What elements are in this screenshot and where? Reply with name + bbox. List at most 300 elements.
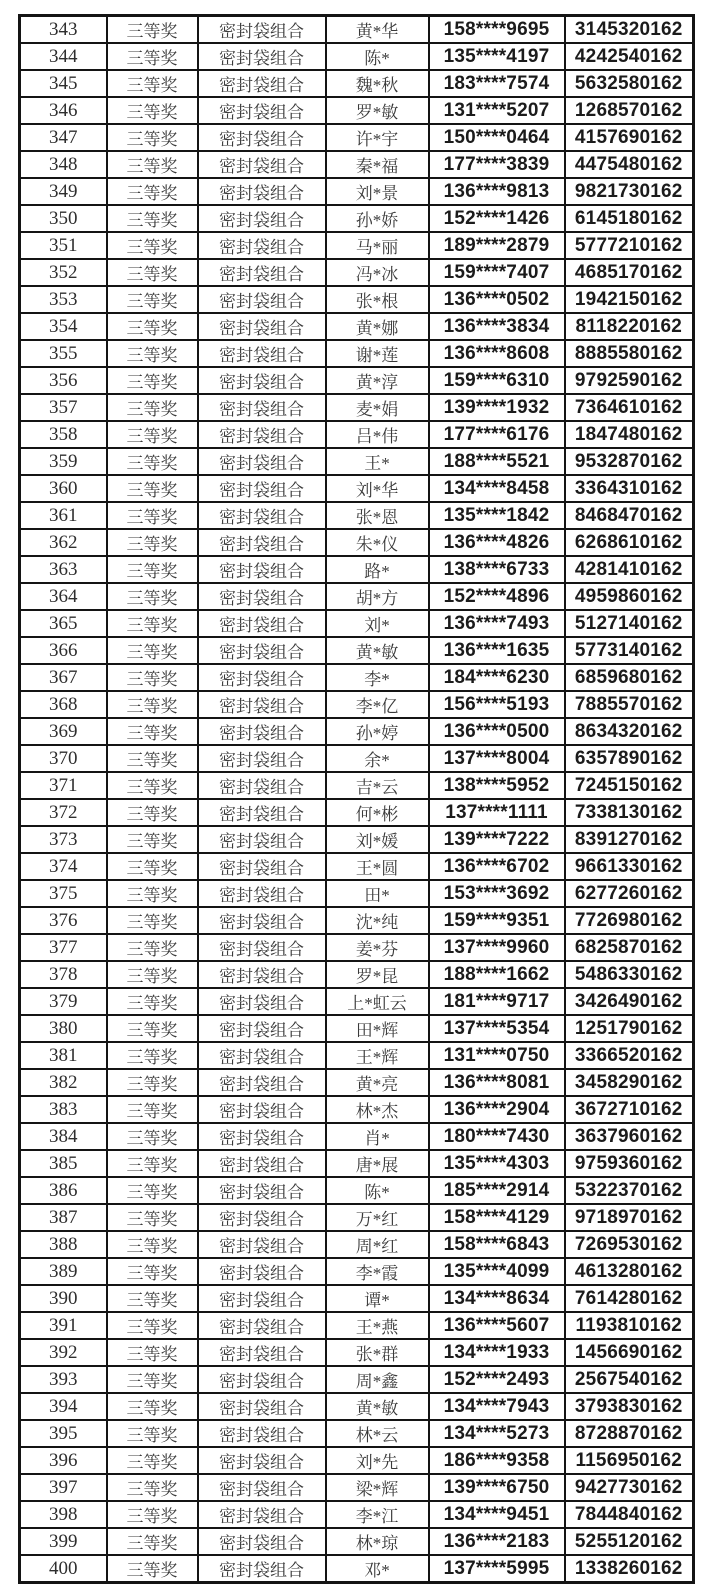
winner-name-cell: 麦*娟 (326, 394, 429, 421)
prize-level-cell: 三等奖 (107, 1015, 198, 1042)
order-id-cell: 3364310162 (565, 475, 694, 502)
serial-cell: 354 (20, 313, 107, 340)
prize-item-cell: 密封袋组合 (198, 151, 326, 178)
serial-cell: 394 (20, 1393, 107, 1420)
winner-name-cell: 魏*秋 (326, 70, 429, 97)
table-row (20, 637, 694, 664)
table-row (20, 1447, 694, 1474)
winner-name-cell: 马*丽 (326, 232, 429, 259)
table-row (20, 610, 694, 637)
winner-name-cell: 吕*伟 (326, 421, 429, 448)
serial-cell: 382 (20, 1069, 107, 1096)
winner-name-cell: 王* (326, 448, 429, 475)
prize-level-cell: 三等奖 (107, 961, 198, 988)
prize-item-cell: 密封袋组合 (198, 1312, 326, 1339)
prize-level-cell: 三等奖 (107, 394, 198, 421)
serial-cell: 343 (20, 16, 107, 44)
serial-cell: 392 (20, 1339, 107, 1366)
phone-cell: 158****4129 (429, 1204, 565, 1231)
serial-cell: 380 (20, 1015, 107, 1042)
prize-level-cell: 三等奖 (107, 1501, 198, 1528)
prize-item-cell: 密封袋组合 (198, 1258, 326, 1285)
prize-item-cell: 密封袋组合 (198, 583, 326, 610)
phone-cell: 134****9451 (429, 1501, 565, 1528)
prize-item-cell: 密封袋组合 (198, 907, 326, 934)
prize-item-cell: 密封袋组合 (198, 664, 326, 691)
serial-cell: 362 (20, 529, 107, 556)
prize-item-cell: 密封袋组合 (198, 70, 326, 97)
winner-name-cell: 刘*华 (326, 475, 429, 502)
serial-cell: 383 (20, 1096, 107, 1123)
prize-level-cell: 三等奖 (107, 205, 198, 232)
winner-name-cell: 余* (326, 745, 429, 772)
table-row (20, 664, 694, 691)
phone-cell: 189****2879 (429, 232, 565, 259)
serial-cell: 350 (20, 205, 107, 232)
prize-level-cell: 三等奖 (107, 664, 198, 691)
prize-item-cell: 密封袋组合 (198, 826, 326, 853)
winner-name-cell: 吉*云 (326, 772, 429, 799)
table-row (20, 1258, 694, 1285)
table-row (20, 475, 694, 502)
winner-name-cell: 王*圆 (326, 853, 429, 880)
phone-cell: 183****7574 (429, 70, 565, 97)
serial-cell: 385 (20, 1150, 107, 1177)
order-id-cell: 3793830162 (565, 1393, 694, 1420)
table-row (20, 1231, 694, 1258)
table-row (20, 43, 694, 70)
table-row (20, 556, 694, 583)
prize-item-cell: 密封袋组合 (198, 259, 326, 286)
table-row (20, 1312, 694, 1339)
prize-item-cell: 密封袋组合 (198, 1123, 326, 1150)
table-row (20, 799, 694, 826)
winner-name-cell: 李*江 (326, 1501, 429, 1528)
serial-cell: 345 (20, 70, 107, 97)
prize-item-cell: 密封袋组合 (198, 1528, 326, 1555)
serial-cell: 355 (20, 340, 107, 367)
table-row (20, 205, 694, 232)
phone-cell: 136****4826 (429, 529, 565, 556)
winner-name-cell: 万*红 (326, 1204, 429, 1231)
order-id-cell: 7269530162 (565, 1231, 694, 1258)
prize-level-cell: 三等奖 (107, 448, 198, 475)
serial-cell: 351 (20, 232, 107, 259)
phone-cell: 136****1635 (429, 637, 565, 664)
order-id-cell: 9427730162 (565, 1474, 694, 1501)
serial-cell: 373 (20, 826, 107, 853)
order-id-cell: 5255120162 (565, 1528, 694, 1555)
phone-cell: 131****5207 (429, 97, 565, 124)
order-id-cell: 5486330162 (565, 961, 694, 988)
table-row (20, 988, 694, 1015)
table-row (20, 259, 694, 286)
prize-item-cell: 密封袋组合 (198, 718, 326, 745)
order-id-cell: 3145320162 (565, 16, 694, 44)
prize-level-cell: 三等奖 (107, 124, 198, 151)
phone-cell: 135****1842 (429, 502, 565, 529)
phone-cell: 152****4896 (429, 583, 565, 610)
serial-cell: 396 (20, 1447, 107, 1474)
phone-cell: 153****3692 (429, 880, 565, 907)
table-row (20, 16, 694, 44)
prize-item-cell: 密封袋组合 (198, 97, 326, 124)
phone-cell: 136****7493 (429, 610, 565, 637)
winners-table (18, 14, 695, 1584)
order-id-cell: 4157690162 (565, 124, 694, 151)
order-id-cell: 7844840162 (565, 1501, 694, 1528)
order-id-cell: 4281410162 (565, 556, 694, 583)
prize-item-cell: 密封袋组合 (198, 1096, 326, 1123)
prize-level-cell: 三等奖 (107, 583, 198, 610)
prize-level-cell: 三等奖 (107, 934, 198, 961)
order-id-cell: 5127140162 (565, 610, 694, 637)
prize-level-cell: 三等奖 (107, 1177, 198, 1204)
phone-cell: 136****5607 (429, 1312, 565, 1339)
order-id-cell: 6859680162 (565, 664, 694, 691)
table-row (20, 1285, 694, 1312)
prize-item-cell: 密封袋组合 (198, 313, 326, 340)
serial-cell: 366 (20, 637, 107, 664)
table-row (20, 340, 694, 367)
serial-cell: 398 (20, 1501, 107, 1528)
prize-level-cell: 三等奖 (107, 178, 198, 205)
prize-item-cell: 密封袋组合 (198, 1069, 326, 1096)
prize-level-cell: 三等奖 (107, 259, 198, 286)
prize-level-cell: 三等奖 (107, 367, 198, 394)
prize-item-cell: 密封袋组合 (198, 1501, 326, 1528)
phone-cell: 134****8634 (429, 1285, 565, 1312)
table-row (20, 853, 694, 880)
prize-level-cell: 三等奖 (107, 1096, 198, 1123)
prize-item-cell: 密封袋组合 (198, 1042, 326, 1069)
table-row (20, 313, 694, 340)
order-id-cell: 9661330162 (565, 853, 694, 880)
winner-name-cell: 陈* (326, 43, 429, 70)
serial-cell: 377 (20, 934, 107, 961)
winner-name-cell: 黄*亮 (326, 1069, 429, 1096)
winner-name-cell: 罗*昆 (326, 961, 429, 988)
winner-name-cell: 罗*敏 (326, 97, 429, 124)
prize-level-cell: 三等奖 (107, 70, 198, 97)
order-id-cell: 7614280162 (565, 1285, 694, 1312)
phone-cell: 177****3839 (429, 151, 565, 178)
prize-item-cell: 密封袋组合 (198, 772, 326, 799)
prize-item-cell: 密封袋组合 (198, 16, 326, 44)
table-row (20, 1123, 694, 1150)
phone-cell: 137****8004 (429, 745, 565, 772)
order-id-cell: 4959860162 (565, 583, 694, 610)
prize-level-cell: 三等奖 (107, 1123, 198, 1150)
prize-level-cell: 三等奖 (107, 556, 198, 583)
table-row (20, 1042, 694, 1069)
prize-level-cell: 三等奖 (107, 529, 198, 556)
phone-cell: 136****9813 (429, 178, 565, 205)
prize-item-cell: 密封袋组合 (198, 448, 326, 475)
prize-level-cell: 三等奖 (107, 637, 198, 664)
prize-item-cell: 密封袋组合 (198, 1420, 326, 1447)
order-id-cell: 3366520162 (565, 1042, 694, 1069)
table-row (20, 1150, 694, 1177)
prize-item-cell: 密封袋组合 (198, 1555, 326, 1583)
phone-cell: 134****7943 (429, 1393, 565, 1420)
winner-name-cell: 林*杰 (326, 1096, 429, 1123)
prize-item-cell: 密封袋组合 (198, 124, 326, 151)
order-id-cell: 8634320162 (565, 718, 694, 745)
phone-cell: 136****6702 (429, 853, 565, 880)
serial-cell: 381 (20, 1042, 107, 1069)
table-row (20, 583, 694, 610)
prize-level-cell: 三等奖 (107, 1420, 198, 1447)
prize-item-cell: 密封袋组合 (198, 1231, 326, 1258)
phone-cell: 138****5952 (429, 772, 565, 799)
phone-cell: 134****1933 (429, 1339, 565, 1366)
serial-cell: 365 (20, 610, 107, 637)
prize-level-cell: 三等奖 (107, 610, 198, 637)
serial-cell: 360 (20, 475, 107, 502)
table-row (20, 934, 694, 961)
prize-item-cell: 密封袋组合 (198, 1150, 326, 1177)
winner-name-cell: 黄*华 (326, 16, 429, 44)
serial-cell: 386 (20, 1177, 107, 1204)
order-id-cell: 9821730162 (565, 178, 694, 205)
phone-cell: 136****2183 (429, 1528, 565, 1555)
prize-item-cell: 密封袋组合 (198, 1177, 326, 1204)
order-id-cell: 1268570162 (565, 97, 694, 124)
prize-item-cell: 密封袋组合 (198, 232, 326, 259)
prize-level-cell: 三等奖 (107, 1312, 198, 1339)
winner-name-cell: 唐*展 (326, 1150, 429, 1177)
order-id-cell: 5322370162 (565, 1177, 694, 1204)
order-id-cell: 4613280162 (565, 1258, 694, 1285)
table-row (20, 124, 694, 151)
order-id-cell: 8391270162 (565, 826, 694, 853)
prize-level-cell: 三等奖 (107, 745, 198, 772)
order-id-cell: 6145180162 (565, 205, 694, 232)
prize-level-cell: 三等奖 (107, 1258, 198, 1285)
winner-name-cell: 黄*敏 (326, 637, 429, 664)
winner-name-cell: 沈*纯 (326, 907, 429, 934)
table-row (20, 1366, 694, 1393)
phone-cell: 186****9358 (429, 1447, 565, 1474)
winner-name-cell: 李*亿 (326, 691, 429, 718)
table-row (20, 286, 694, 313)
prize-item-cell: 密封袋组合 (198, 853, 326, 880)
phone-cell: 188****5521 (429, 448, 565, 475)
order-id-cell: 2567540162 (565, 1366, 694, 1393)
prize-item-cell: 密封袋组合 (198, 745, 326, 772)
winner-name-cell: 张*根 (326, 286, 429, 313)
prize-item-cell: 密封袋组合 (198, 205, 326, 232)
order-id-cell: 8468470162 (565, 502, 694, 529)
order-id-cell: 5773140162 (565, 637, 694, 664)
prize-level-cell: 三等奖 (107, 475, 198, 502)
prize-level-cell: 三等奖 (107, 799, 198, 826)
table-row (20, 880, 694, 907)
order-id-cell: 7245150162 (565, 772, 694, 799)
phone-cell: 134****5273 (429, 1420, 565, 1447)
order-id-cell: 6277260162 (565, 880, 694, 907)
order-id-cell: 1847480162 (565, 421, 694, 448)
phone-cell: 136****0502 (429, 286, 565, 313)
winner-name-cell: 冯*冰 (326, 259, 429, 286)
winner-name-cell: 田*辉 (326, 1015, 429, 1042)
prize-item-cell: 密封袋组合 (198, 934, 326, 961)
prize-item-cell: 密封袋组合 (198, 340, 326, 367)
winner-name-cell: 何*彬 (326, 799, 429, 826)
prize-item-cell: 密封袋组合 (198, 1447, 326, 1474)
serial-cell: 359 (20, 448, 107, 475)
winner-name-cell: 谢*莲 (326, 340, 429, 367)
phone-cell: 139****7222 (429, 826, 565, 853)
order-id-cell: 5632580162 (565, 70, 694, 97)
order-id-cell: 1942150162 (565, 286, 694, 313)
prize-item-cell: 密封袋组合 (198, 367, 326, 394)
table-row (20, 907, 694, 934)
order-id-cell: 6825870162 (565, 934, 694, 961)
winner-name-cell: 王*辉 (326, 1042, 429, 1069)
serial-cell: 357 (20, 394, 107, 421)
table-row (20, 1501, 694, 1528)
prize-level-cell: 三等奖 (107, 1339, 198, 1366)
serial-cell: 344 (20, 43, 107, 70)
phone-cell: 159****6310 (429, 367, 565, 394)
table-body (20, 16, 694, 1583)
serial-cell: 348 (20, 151, 107, 178)
prize-item-cell: 密封袋组合 (198, 556, 326, 583)
winner-name-cell: 黄*淳 (326, 367, 429, 394)
phone-cell: 184****6230 (429, 664, 565, 691)
prize-item-cell: 密封袋组合 (198, 961, 326, 988)
serial-cell: 368 (20, 691, 107, 718)
table-row (20, 151, 694, 178)
prize-item-cell: 密封袋组合 (198, 475, 326, 502)
winner-name-cell: 张*群 (326, 1339, 429, 1366)
prize-level-cell: 三等奖 (107, 772, 198, 799)
order-id-cell: 7364610162 (565, 394, 694, 421)
winner-name-cell: 张*恩 (326, 502, 429, 529)
prize-item-cell: 密封袋组合 (198, 1015, 326, 1042)
phone-cell: 135****4099 (429, 1258, 565, 1285)
prize-level-cell: 三等奖 (107, 988, 198, 1015)
phone-cell: 136****2904 (429, 1096, 565, 1123)
prize-item-cell: 密封袋组合 (198, 1474, 326, 1501)
table-row (20, 1528, 694, 1555)
table-row (20, 421, 694, 448)
winner-name-cell: 孙*娇 (326, 205, 429, 232)
order-id-cell: 1338260162 (565, 1555, 694, 1583)
prize-item-cell: 密封袋组合 (198, 799, 326, 826)
winner-name-cell: 孙*婷 (326, 718, 429, 745)
phone-cell: 177****6176 (429, 421, 565, 448)
table-row (20, 1096, 694, 1123)
prize-level-cell: 三等奖 (107, 16, 198, 44)
phone-cell: 137****9960 (429, 934, 565, 961)
prize-level-cell: 三等奖 (107, 907, 198, 934)
serial-cell: 378 (20, 961, 107, 988)
prize-level-cell: 三等奖 (107, 232, 198, 259)
order-id-cell: 9532870162 (565, 448, 694, 475)
table-row (20, 448, 694, 475)
serial-cell: 363 (20, 556, 107, 583)
serial-cell: 356 (20, 367, 107, 394)
phone-cell: 138****6733 (429, 556, 565, 583)
prize-level-cell: 三等奖 (107, 1447, 198, 1474)
table-row (20, 718, 694, 745)
winner-name-cell: 黄*敏 (326, 1393, 429, 1420)
prize-item-cell: 密封袋组合 (198, 286, 326, 313)
order-id-cell: 4685170162 (565, 259, 694, 286)
winner-name-cell: 刘*景 (326, 178, 429, 205)
serial-cell: 353 (20, 286, 107, 313)
prize-level-cell: 三等奖 (107, 43, 198, 70)
serial-cell: 391 (20, 1312, 107, 1339)
order-id-cell: 7338130162 (565, 799, 694, 826)
order-id-cell: 1251790162 (565, 1015, 694, 1042)
prize-level-cell: 三等奖 (107, 880, 198, 907)
phone-cell: 136****8081 (429, 1069, 565, 1096)
table-row (20, 1204, 694, 1231)
winner-name-cell: 许*宇 (326, 124, 429, 151)
serial-cell: 389 (20, 1258, 107, 1285)
phone-cell: 152****1426 (429, 205, 565, 232)
prize-level-cell: 三等奖 (107, 1474, 198, 1501)
winner-name-cell: 周*鑫 (326, 1366, 429, 1393)
serial-cell: 372 (20, 799, 107, 826)
table-row (20, 691, 694, 718)
serial-cell: 395 (20, 1420, 107, 1447)
serial-cell: 367 (20, 664, 107, 691)
prize-item-cell: 密封袋组合 (198, 394, 326, 421)
prize-item-cell: 密封袋组合 (198, 880, 326, 907)
table-row (20, 772, 694, 799)
phone-cell: 136****0500 (429, 718, 565, 745)
prize-item-cell: 密封袋组合 (198, 529, 326, 556)
phone-cell: 152****2493 (429, 1366, 565, 1393)
phone-cell: 139****1932 (429, 394, 565, 421)
phone-cell: 188****1662 (429, 961, 565, 988)
serial-cell: 379 (20, 988, 107, 1015)
prize-item-cell: 密封袋组合 (198, 502, 326, 529)
prize-item-cell: 密封袋组合 (198, 610, 326, 637)
serial-cell: 399 (20, 1528, 107, 1555)
serial-cell: 374 (20, 853, 107, 880)
prize-level-cell: 三等奖 (107, 1393, 198, 1420)
prize-level-cell: 三等奖 (107, 97, 198, 124)
serial-cell: 369 (20, 718, 107, 745)
phone-cell: 185****2914 (429, 1177, 565, 1204)
winner-name-cell: 邓* (326, 1555, 429, 1583)
order-id-cell: 6357890162 (565, 745, 694, 772)
winner-name-cell: 刘*媛 (326, 826, 429, 853)
prize-level-cell: 三等奖 (107, 1231, 198, 1258)
table-row (20, 1339, 694, 1366)
prize-level-cell: 三等奖 (107, 151, 198, 178)
prize-item-cell: 密封袋组合 (198, 988, 326, 1015)
prize-level-cell: 三等奖 (107, 340, 198, 367)
table-row (20, 1555, 694, 1583)
winner-name-cell: 梁*辉 (326, 1474, 429, 1501)
table-row (20, 745, 694, 772)
order-id-cell: 3637960162 (565, 1123, 694, 1150)
serial-cell: 376 (20, 907, 107, 934)
prize-level-cell: 三等奖 (107, 1555, 198, 1583)
serial-cell: 361 (20, 502, 107, 529)
order-id-cell: 7885570162 (565, 691, 694, 718)
serial-cell: 388 (20, 1231, 107, 1258)
table-row (20, 1069, 694, 1096)
winner-name-cell: 黄*娜 (326, 313, 429, 340)
